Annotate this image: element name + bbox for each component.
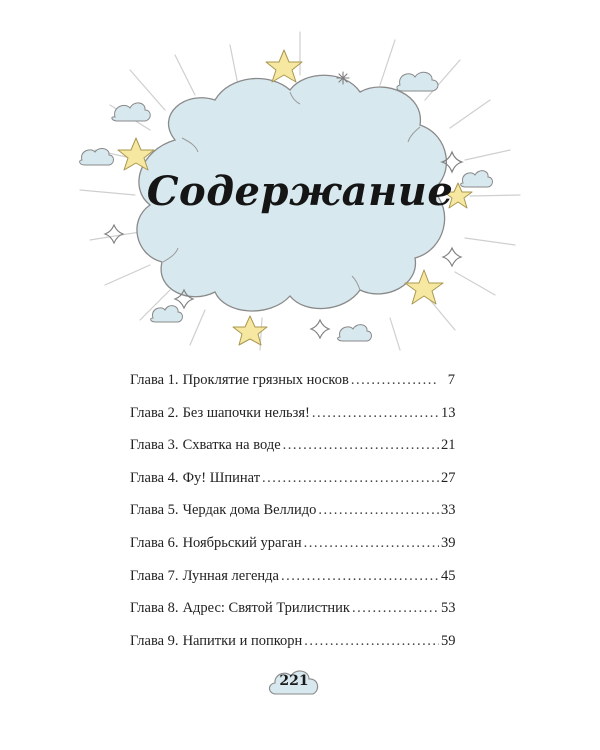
toc-entry[interactable] bbox=[130, 633, 455, 666]
chapter-number: Глава 6. bbox=[130, 534, 179, 551]
dot-leader bbox=[352, 600, 439, 617]
page-ref: 45 bbox=[441, 567, 456, 584]
toc-entry[interactable] bbox=[130, 535, 455, 568]
chapter-number: Глава 5. bbox=[130, 502, 179, 519]
dot-leader bbox=[262, 470, 439, 487]
star-icon bbox=[266, 50, 302, 82]
chapter-number: Глава 9. bbox=[130, 632, 179, 649]
dot-leader bbox=[312, 405, 439, 422]
dot-leader bbox=[351, 372, 439, 389]
cloud-icon bbox=[112, 103, 150, 121]
cloud-icon bbox=[151, 306, 183, 322]
page-ref: 33 bbox=[441, 502, 456, 519]
page-ref: 7 bbox=[447, 372, 455, 388]
toc-entry[interactable] bbox=[130, 437, 455, 470]
chapter-title: Проклятие грязных носков bbox=[182, 372, 349, 388]
toc-entry[interactable] bbox=[130, 372, 455, 405]
sparkle-icon bbox=[311, 320, 329, 338]
chapter-title: Лунная легенда bbox=[182, 567, 279, 584]
page-ref: 39 bbox=[441, 534, 456, 551]
dot-leader bbox=[283, 437, 439, 454]
toc-entry[interactable] bbox=[130, 405, 455, 438]
page-number: 221 bbox=[279, 673, 309, 689]
dot-leader bbox=[304, 633, 439, 650]
chapter-title: Без шапочки нельзя! bbox=[182, 404, 310, 421]
chapter-title: Чердак дома Веллидо bbox=[182, 502, 317, 519]
page-ref: 59 bbox=[441, 632, 456, 649]
chapter-number: Глава 3. bbox=[130, 437, 179, 454]
toc-entry[interactable] bbox=[130, 502, 455, 535]
page-ref: 27 bbox=[441, 469, 456, 486]
dot-leader bbox=[281, 568, 439, 585]
chapter-title: Адрес: Святой Трилистник bbox=[182, 600, 350, 617]
toc-entry[interactable] bbox=[130, 600, 455, 633]
cloud-icon bbox=[397, 72, 438, 91]
page-ref: 53 bbox=[441, 600, 456, 617]
chapter-title: Напитки и попкорн bbox=[182, 632, 303, 649]
sparkle-icon bbox=[105, 225, 123, 243]
page-ref: 21 bbox=[441, 437, 456, 454]
dot-leader bbox=[304, 535, 439, 552]
toc-entry[interactable] bbox=[130, 470, 455, 503]
chapter-title: Фу! Шпинат bbox=[182, 469, 261, 486]
table-of-contents bbox=[130, 372, 455, 665]
page-number-badge bbox=[264, 664, 324, 704]
chapter-number: Глава 8. bbox=[130, 600, 179, 617]
cloud-icon bbox=[338, 325, 372, 341]
chapter-number: Глава 4. bbox=[130, 469, 179, 486]
cloud-icon bbox=[80, 148, 114, 165]
chapter-number: Глава 2. bbox=[130, 404, 179, 421]
page-title: Содержание bbox=[146, 168, 454, 215]
chapter-number: Глава 1. bbox=[130, 372, 179, 388]
sparkle-icon bbox=[337, 72, 349, 84]
sparkle-icon bbox=[443, 248, 461, 266]
dot-leader bbox=[318, 502, 439, 519]
chapter-title: Ноябрьский ураган bbox=[182, 534, 302, 551]
chapter-title: Схватка на воде bbox=[182, 437, 281, 454]
page-ref: 13 bbox=[441, 404, 456, 421]
toc-entry[interactable] bbox=[130, 568, 455, 601]
chapter-number: Глава 7. bbox=[130, 567, 179, 584]
